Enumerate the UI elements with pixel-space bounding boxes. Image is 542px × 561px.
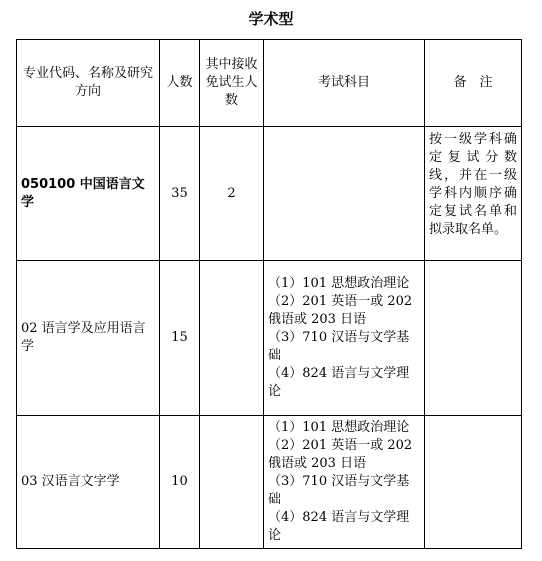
header-exempt: 其中接收免试生人数 (200, 40, 264, 127)
table-row (17, 127, 522, 261)
table-row (17, 261, 522, 416)
exam-subject-item: （1）101 思想政治理论 (268, 420, 410, 435)
enrollment-count: 10 (160, 416, 200, 549)
header-note: 备 注 (425, 40, 522, 127)
exam-subject-item: （4）824 语言与文学理论 (268, 510, 410, 543)
exam-subject-item: （3）710 汉语与文学基础 (268, 330, 410, 363)
header-major: 专业代码、名称及研究方向 (17, 40, 160, 127)
enrollment-count: 35 (160, 127, 200, 261)
exam-subjects (264, 416, 425, 549)
remark (425, 261, 522, 416)
major-name: 03 汉语言文字学 (17, 416, 160, 549)
major-name: 050100 中国语言文学 (17, 127, 160, 261)
exam-subject-item: （2）201 英语一或 202 俄语或 203 日语 (268, 294, 413, 327)
header-count: 人数 (160, 40, 200, 127)
exempt-count (200, 261, 264, 416)
enrollment-count: 15 (160, 261, 200, 416)
table-row (17, 416, 522, 549)
remark (425, 416, 522, 549)
exam-subject-item: （2）201 英语一或 202 俄语或 203 日语 (268, 438, 413, 471)
exam-subject-item: （1）101 思想政治理论 (268, 276, 410, 291)
remark: 按一级学科确定复试分数线，并在一级学科内顺序确定复试名单和拟录取名单。 (425, 127, 522, 261)
exempt-count: 2 (200, 127, 264, 261)
exam-subject-item: （4）824 语言与文学理论 (268, 366, 410, 399)
admissions-table (16, 39, 522, 549)
exam-subjects (264, 127, 425, 261)
header-subjects: 考试科目 (264, 40, 425, 127)
major-name: 02 语言学及应用语言学 (17, 261, 160, 416)
exempt-count (200, 416, 264, 549)
exam-subjects (264, 261, 425, 416)
page-title: 学术型 (248, 10, 294, 28)
table-header-row (17, 40, 522, 127)
exam-subject-item: （3）710 汉语与文学基础 (268, 474, 410, 507)
